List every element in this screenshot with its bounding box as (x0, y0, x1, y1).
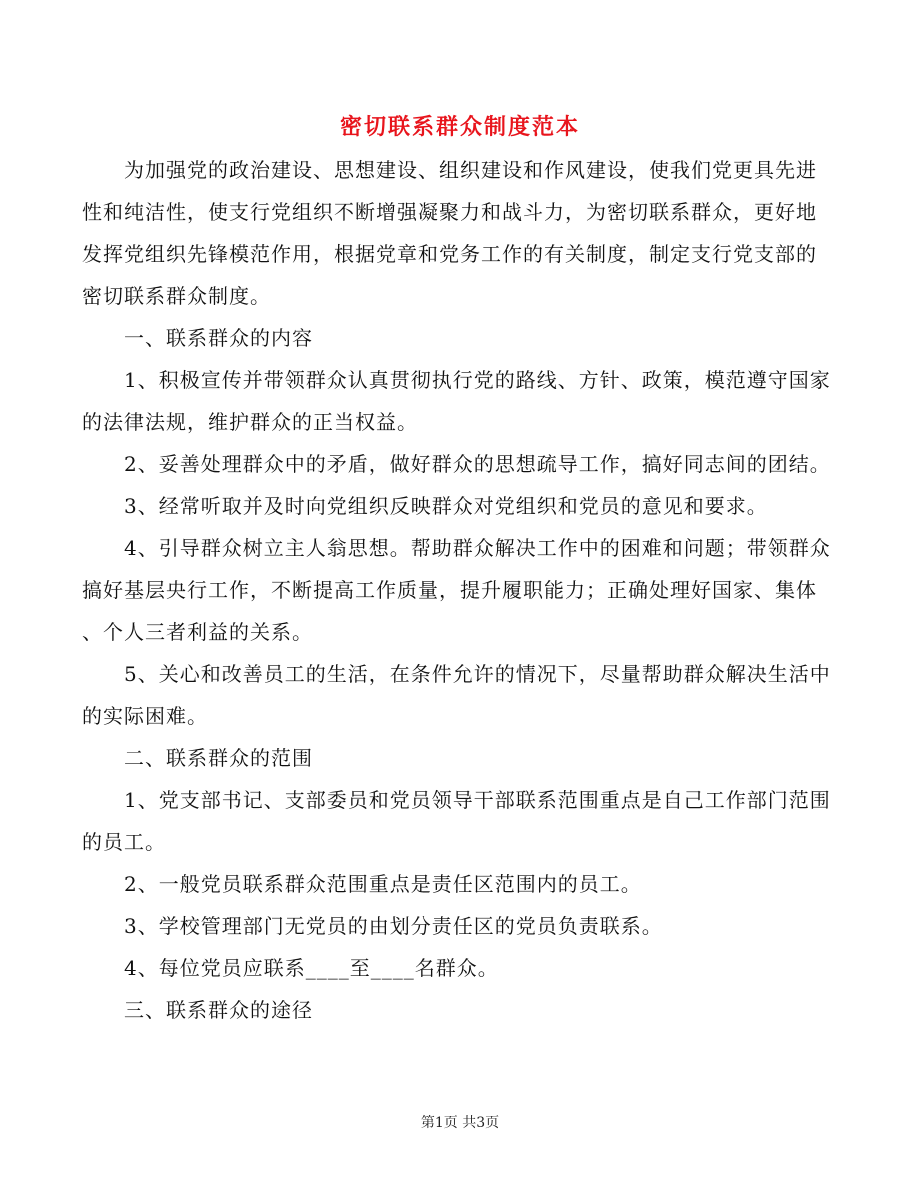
page-footer: 第1页 共3页 (420, 1115, 500, 1131)
paragraph (82, 947, 862, 989)
paragraph (82, 989, 862, 1031)
document-title: 密切联系群众制度范本 (339, 114, 580, 140)
text-line: 的员工。 (82, 830, 166, 854)
text-line: 性和纯洁性，使支行党组织不断增强凝聚力和战斗力，为密切联系群众，更好地 (82, 200, 817, 224)
paragraph (82, 737, 862, 779)
text-line: 为加强党的政治建设、思想建设、组织建设和作风建设，使我们党更具先进 (124, 158, 817, 182)
text-line: 3、经常听取并及时向党组织反映群众对党组织和党员的意见和要求。 (124, 494, 768, 518)
text-line: 一、联系群众的内容 (124, 326, 313, 350)
text-line: 1、积极宣传并带领群众认真贯彻执行党的路线、方针、政策，模范遵守国家 (124, 368, 831, 392)
paragraph (82, 863, 862, 905)
text-line: 1、党支部书记、支部委员和党员领导干部联系范围重点是自己工作部门范围 (124, 788, 831, 812)
paragraph (82, 443, 862, 485)
text-line: 4、引导群众树立主人翁思想。帮助群众解决工作中的困难和问题；带领群众 (124, 536, 831, 560)
text-line: 密切联系群众制度。 (82, 284, 271, 308)
paragraph (82, 149, 862, 317)
text-line: 3、学校管理部门无党员的由划分责任区的党员负责联系。 (124, 914, 663, 938)
paragraph (82, 317, 862, 359)
text-line: 的实际困难。 (82, 704, 208, 728)
text-line: 发挥党组织先锋模范作用，根据党章和党务工作的有关制度，制定支行党支部的 (82, 242, 817, 266)
text-line: 2、妥善处理群众中的矛盾，做好群众的思想疏导工作，搞好同志间的团结。 (124, 452, 831, 476)
paragraph (82, 359, 862, 443)
text-line: 三、联系群众的途径 (124, 998, 313, 1022)
text-line: 搞好基层央行工作，不断提高工作质量，提升履职能力；正确处理好国家、集体 (82, 578, 817, 602)
text-line: 2、一般党员联系群众范围重点是责任区范围内的员工。 (124, 872, 642, 896)
paragraph (82, 653, 862, 737)
text-line: 的法律法规，维护群众的正当权益。 (82, 410, 418, 434)
paragraph (82, 527, 862, 653)
text-line: 二、联系群众的范围 (124, 746, 313, 770)
text-line: 4、每位党员应联系____至____名群众。 (124, 956, 499, 980)
text-line: 、个人三者利益的关系。 (82, 620, 313, 644)
paragraph (82, 779, 862, 863)
paragraph (82, 485, 862, 527)
paragraph (82, 905, 862, 947)
text-line: 5、关心和改善员工的生活，在条件允许的情况下，尽量帮助群众解决生活中 (124, 662, 831, 686)
document-body (82, 149, 862, 1031)
